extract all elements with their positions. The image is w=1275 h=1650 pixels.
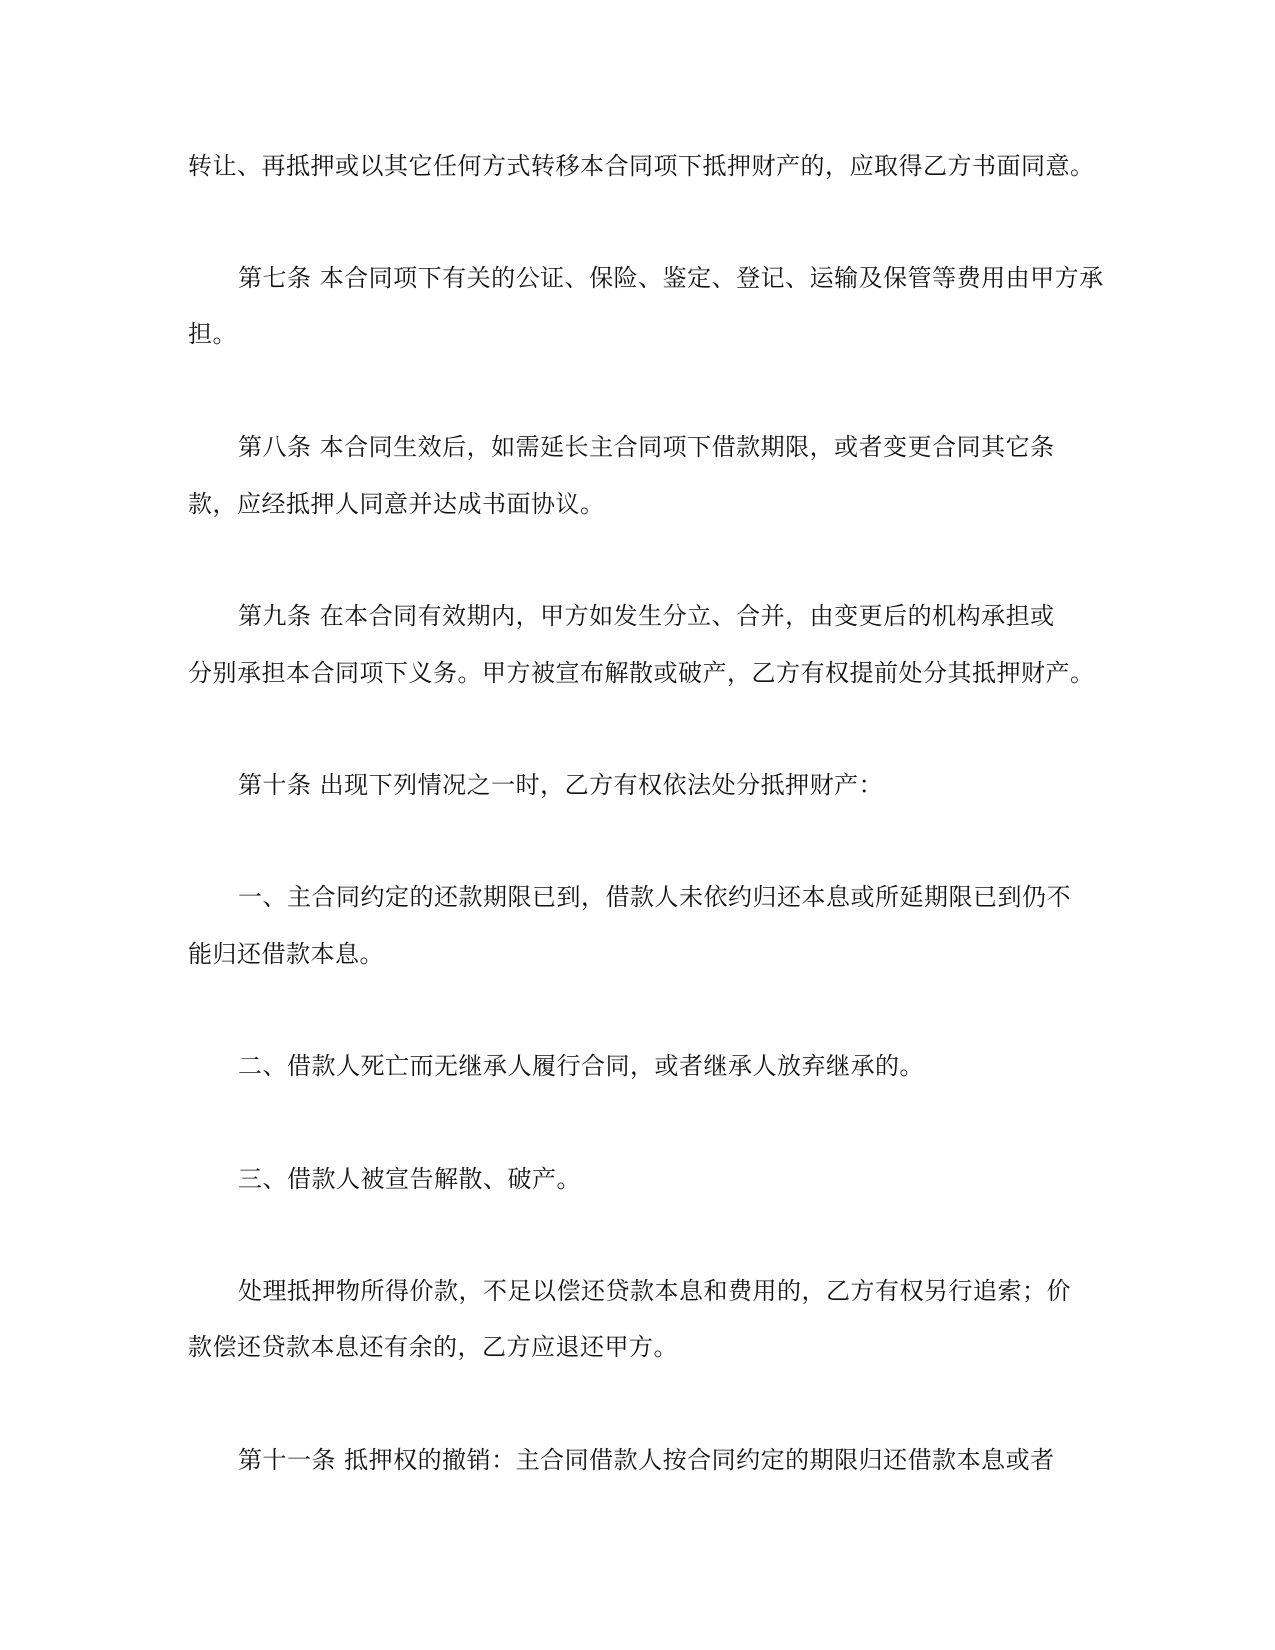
text-line-6: 第九条 在本合同有效期内，甲方如发生分立、合并，由变更后的机构承担或 xyxy=(238,602,1055,630)
text-line-12: 三、借款人被宣告解散、破产。 xyxy=(238,1165,581,1193)
text-line-11: 二、借款人死亡而无继承人履行合同，或者继承人放弃继承的。 xyxy=(238,1052,924,1080)
text-line-3: 担。 xyxy=(188,320,237,348)
text-line-1: 转让、再抵押或以其它任何方式转移本合同项下抵押财产的，应取得乙方书面同意。 xyxy=(188,152,1095,180)
text-line-13: 处理抵押物所得价款，不足以偿还贷款本息和费用的，乙方有权另行追索；价 xyxy=(238,1277,1071,1305)
text-line-5: 款，应经抵押人同意并达成书面协议。 xyxy=(188,490,605,518)
text-line-10: 能归还借款本息。 xyxy=(188,940,384,968)
text-line-15: 第十一条 抵押权的撤销：主合同借款人按合同约定的期限归还借款本息或者 xyxy=(238,1446,1055,1474)
text-line-9: 一、主合同约定的还款期限已到，借款人未依约归还本息或所延期限已到仍不 xyxy=(238,883,1071,911)
text-line-4: 第八条 本合同生效后，如需延长主合同项下借款期限，或者变更合同其它条 xyxy=(238,433,1055,461)
text-line-8: 第十条 出现下列情况之一时，乙方有权依法处分抵押财产： xyxy=(238,771,884,799)
text-line-7: 分别承担本合同项下义务。甲方被宣布解散或破产，乙方有权提前处分其抵押财产。 xyxy=(188,659,1095,687)
text-line-2: 第七条 本合同项下有关的公证、保险、鉴定、登记、运输及保管等费用由甲方承 xyxy=(238,264,1104,292)
text-line-14: 款偿还贷款本息还有余的，乙方应退还甲方。 xyxy=(188,1333,678,1361)
